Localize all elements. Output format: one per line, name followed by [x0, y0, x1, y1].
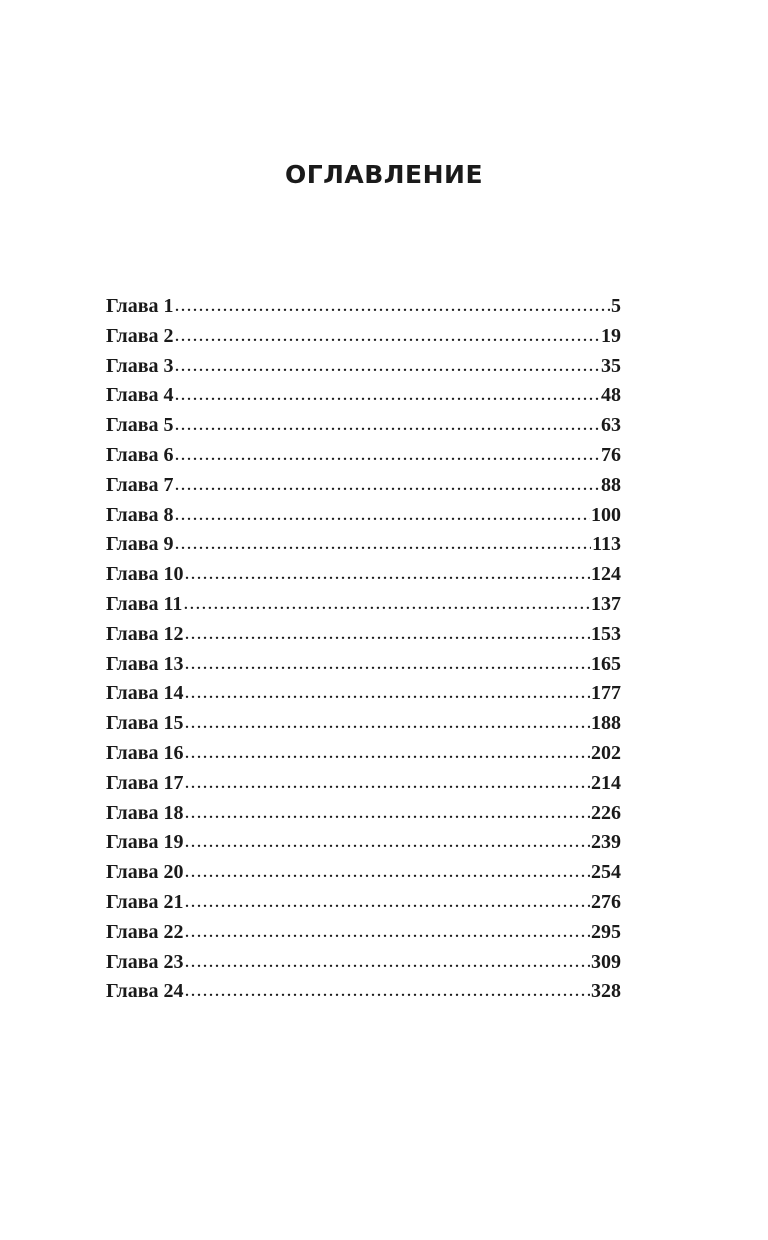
toc-entry-page-number: 5: [611, 295, 621, 317]
page-title: ОГЛАВЛЕНИЕ: [284, 160, 484, 189]
toc-entry-page-number: 165: [591, 652, 621, 675]
toc-entry-label: Глава 6: [106, 443, 174, 466]
toc-entry: [106, 381, 621, 411]
toc-entry-label: Глава 5: [106, 414, 174, 437]
dot-leader: [185, 976, 591, 1006]
toc-entry-label: Глава 1: [106, 295, 174, 317]
toc-entry-label: Глава 19: [106, 831, 184, 854]
toc-entry-page-number: 214: [591, 771, 621, 794]
toc-entry: [106, 769, 621, 799]
dot-leader: [183, 589, 590, 619]
toc-entry: [106, 352, 621, 382]
dot-leader: [185, 768, 591, 798]
toc-entry-label: Глава 17: [106, 771, 184, 794]
toc-entry: [106, 739, 621, 769]
toc-entry: [106, 858, 621, 888]
toc-entry-page-number: 100: [591, 503, 621, 526]
toc-entry-page-number: 113: [592, 533, 621, 556]
dot-leader: [175, 410, 601, 440]
toc-entry-page-number: 295: [591, 920, 621, 943]
toc-entry-label: Глава 14: [106, 682, 184, 705]
toc-entry-label: Глава 11: [106, 592, 183, 615]
toc-entry-label: Глава 22: [106, 920, 184, 943]
toc-entry: [106, 679, 621, 709]
toc-entry: [106, 590, 621, 620]
dot-leader: [185, 678, 591, 708]
dot-leader: [175, 291, 611, 321]
dot-leader: [185, 649, 591, 679]
dot-leader: [185, 827, 591, 857]
toc-entry-label: Глава 7: [106, 473, 174, 496]
toc-entry-page-number: 76: [601, 443, 621, 466]
toc-entry-page-number: 88: [601, 473, 621, 496]
dot-leader: [175, 470, 601, 500]
toc-entry-label: Глава 24: [106, 980, 184, 1003]
toc-entry-page-number: 137: [591, 592, 621, 615]
toc-entry: [106, 888, 621, 918]
dot-leader: [185, 738, 591, 768]
toc-entry-page-number: 35: [601, 354, 621, 377]
toc-entry: [106, 560, 621, 590]
toc-entry: [106, 441, 621, 471]
toc-entry: [106, 411, 621, 441]
toc-entry-label: Глава 15: [106, 712, 184, 735]
toc-entry-label: Глава 10: [106, 563, 184, 586]
dot-leader: [175, 529, 592, 559]
toc-entry-page-number: 254: [591, 861, 621, 884]
toc-entry-page-number: 63: [601, 414, 621, 437]
toc-entry-page-number: 124: [591, 563, 621, 586]
toc-entry-label: Глава 3: [106, 354, 174, 377]
dot-leader: [185, 947, 591, 977]
toc-entry-page-number: 177: [591, 682, 621, 705]
toc-entry-label: Глава 18: [106, 801, 184, 824]
dot-leader: [185, 708, 591, 738]
toc-entry: [106, 501, 621, 531]
toc-entry: [106, 620, 621, 650]
dot-leader: [175, 321, 601, 351]
toc-entry: [106, 799, 621, 829]
dot-leader: [185, 857, 591, 887]
dot-leader: [175, 351, 601, 381]
toc-entry-page-number: 309: [591, 950, 621, 973]
toc-entry: [106, 828, 621, 858]
dot-leader: [185, 887, 591, 917]
toc-entry: [106, 292, 621, 322]
dot-leader: [175, 380, 601, 410]
toc-entry-page-number: 202: [591, 741, 621, 764]
toc-entry-label: Глава 9: [106, 533, 174, 556]
toc-entry-page-number: 276: [591, 890, 621, 913]
toc-entry: [106, 650, 621, 680]
toc-entry-label: Глава 8: [106, 503, 174, 526]
toc-entry-page-number: 328: [591, 980, 621, 1003]
dot-leader: [175, 500, 591, 530]
toc-entry-label: Глава 23: [106, 950, 184, 973]
toc-entry: [106, 322, 621, 352]
toc-entry-label: Глава 16: [106, 741, 184, 764]
dot-leader: [185, 559, 591, 589]
toc-entry-page-number: 48: [601, 384, 621, 407]
toc-entry: [106, 948, 621, 978]
toc-entry: [106, 471, 621, 501]
toc-entry-page-number: 19: [601, 324, 621, 347]
toc-entry-label: Глава 4: [106, 384, 174, 407]
toc-entry-page-number: 188: [591, 712, 621, 735]
toc-entry-page-number: 239: [591, 831, 621, 854]
table-of-contents: [106, 292, 621, 1007]
toc-entry-label: Глава 13: [106, 652, 184, 675]
toc-entry: [106, 709, 621, 739]
toc-entry-label: Глава 12: [106, 622, 184, 645]
dot-leader: [185, 798, 591, 828]
toc-entry-page-number: 153: [591, 622, 621, 645]
toc-entry: [106, 977, 621, 1007]
dot-leader: [185, 917, 591, 947]
toc-entry-label: Глава 20: [106, 861, 184, 884]
toc-entry-label: Глава 21: [106, 890, 184, 913]
toc-entry-page-number: 226: [591, 801, 621, 824]
dot-leader: [175, 440, 601, 470]
dot-leader: [185, 619, 591, 649]
toc-entry: [106, 918, 621, 948]
toc-entry-label: Глава 2: [106, 324, 174, 347]
toc-entry: [106, 530, 621, 560]
